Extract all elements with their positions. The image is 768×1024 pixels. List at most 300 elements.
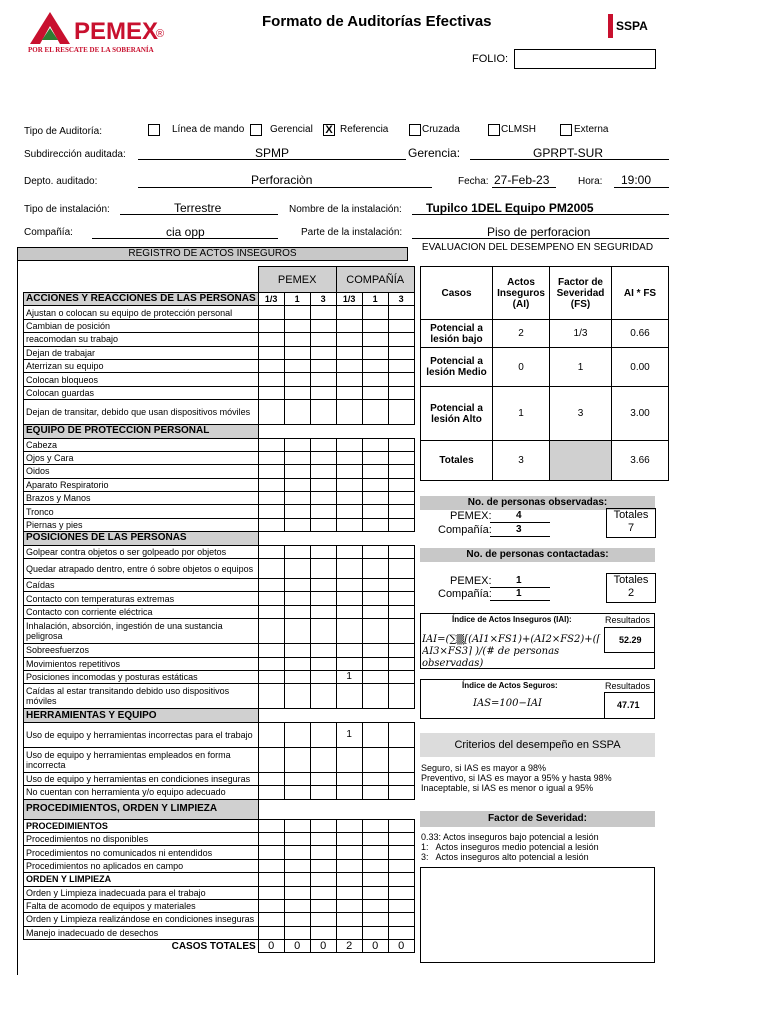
count-cell-pemex-3[interactable] [310,306,336,319]
totales-fs-empty [550,441,612,481]
count-cell-pemex-1-3[interactable] [258,465,284,478]
col-head-compania-1-3: 1/3 [336,293,362,306]
section-cell [336,799,362,819]
count-cell-compania-1-3[interactable] [336,306,362,319]
count-cell-pemex-1-3[interactable] [258,772,284,785]
count-cell-compania-1-3[interactable] [336,333,362,346]
iai-value: 52.29 [619,635,642,645]
count-cell-pemex-1-3[interactable] [258,657,284,670]
caso-medio: Potencial a lesión Medio [421,348,493,387]
section-cell [310,425,336,438]
count-cell-compania-3[interactable] [388,605,414,618]
page-title: Formato de Auditorías Efectivas [262,13,492,30]
count-cell-compania-1[interactable] [362,846,388,859]
count-cell-compania-1[interactable] [362,319,388,332]
count-cell-compania-1[interactable] [362,644,388,657]
count-cell-pemex-1-3[interactable] [258,605,284,618]
count-cell-compania-1-3[interactable] [336,592,362,605]
count-cell-pemex-1[interactable] [284,518,310,531]
count-cell-pemex-1[interactable] [284,559,310,579]
count-cell-compania-3[interactable] [388,684,414,709]
count-cell-compania-1-3[interactable] [336,772,362,785]
count-cell-pemex-1[interactable] [284,722,310,747]
count-cell-pemex-3[interactable] [310,579,336,592]
count-cell-compania-3[interactable] [388,465,414,478]
count-cell-pemex-3[interactable] [310,722,336,747]
count-cell-compania-1-3[interactable] [336,886,362,899]
count-cell-pemex-1-3[interactable] [258,684,284,709]
count-cell-compania-1-3[interactable] [336,545,362,558]
count-cell-pemex-1[interactable] [284,492,310,505]
totales-label: Totales [421,441,493,481]
count-cell-compania-1-3[interactable] [336,559,362,579]
count-cell-pemex-3[interactable] [310,846,336,859]
table-row [24,859,415,872]
count-cell-pemex-3[interactable] [310,359,336,372]
checkbox-externa[interactable] [560,124,572,136]
count-cell-compania-3[interactable] [388,359,414,372]
option-gerencial: Gerencial [270,124,313,135]
count-cell-compania-1[interactable] [362,559,388,579]
count-cell-pemex-1[interactable] [284,386,310,399]
tipo-instalacion-label: Tipo de instalación: [24,204,110,215]
count-cell-pemex-1-3[interactable] [258,786,284,799]
count-cell-pemex-1-3[interactable] [258,319,284,332]
count-cell-compania-1-3[interactable] [336,926,362,939]
count-cell-pemex-1-3[interactable] [258,899,284,912]
count-cell-pemex-3[interactable] [310,545,336,558]
count-cell-pemex-1[interactable] [284,373,310,386]
count-cell-compania-1[interactable] [362,386,388,399]
count-cell-pemex-3[interactable] [310,438,336,451]
section-cell [284,799,310,819]
count-cell-compania-1[interactable] [362,545,388,558]
count-cell-compania-1[interactable] [362,913,388,926]
count-cell-compania-1-3[interactable]: 1 [336,670,362,683]
count-cell-pemex-3[interactable] [310,346,336,359]
count-cell-pemex-1-3[interactable] [258,518,284,531]
count-cell-pemex-3[interactable] [310,670,336,683]
count-cell-compania-3[interactable] [388,306,414,319]
observadas-compania-value[interactable]: 3 [516,524,522,535]
count-cell-compania-1[interactable] [362,899,388,912]
count-cell-compania-1[interactable] [362,819,388,832]
count-cell-pemex-3[interactable] [310,333,336,346]
aifs-bajo: 0.66 [612,320,669,348]
count-cell-pemex-1[interactable] [284,899,310,912]
count-cell-compania-1[interactable] [362,786,388,799]
count-cell-compania-3[interactable] [388,722,414,747]
count-cell-pemex-1[interactable] [284,644,310,657]
table-row [24,899,415,912]
count-cell-pemex-1-3[interactable] [258,400,284,425]
count-cell-pemex-1[interactable] [284,505,310,518]
count-cell-pemex-1[interactable] [284,684,310,709]
row-label: Contacto con temperaturas extremas [24,592,259,605]
count-cell-compania-1[interactable] [362,605,388,618]
count-cell-pemex-1[interactable] [284,400,310,425]
count-cell-pemex-3[interactable] [310,400,336,425]
count-cell-compania-1-3[interactable] [336,359,362,372]
count-cell-pemex-3[interactable] [310,386,336,399]
row-label: PROCEDIMIENTOS [24,819,259,832]
count-cell-compania-1[interactable] [362,346,388,359]
row-label: Cambian de posición [24,319,259,332]
count-cell-compania-1-3[interactable] [336,438,362,451]
count-cell-pemex-1-3[interactable] [258,346,284,359]
count-cell-compania-1-3[interactable] [336,657,362,670]
count-cell-pemex-1[interactable] [284,605,310,618]
subdireccion-label: Subdirección auditada: [24,149,126,160]
row-label: Brazos y Manos [24,492,259,505]
count-cell-compania-3[interactable] [388,772,414,785]
nombre-instalacion-label: Nombre de la instalación: [289,204,402,215]
count-cell-compania-1-3[interactable] [336,451,362,464]
section-cell [362,425,388,438]
table-row [24,709,415,722]
count-cell-pemex-1-3[interactable] [258,579,284,592]
count-cell-compania-1-3[interactable] [336,832,362,845]
observadas-pemex-value[interactable]: 4 [516,510,522,521]
row-label: ACCIONES Y REACCIONES DE LAS PERSONAS [24,293,259,306]
count-cell-compania-3[interactable] [388,786,414,799]
compania-value[interactable]: cia opp [166,225,205,239]
contactadas-pemex-value[interactable]: 1 [516,575,522,586]
count-cell-compania-1[interactable] [362,306,388,319]
count-cell-compania-1[interactable] [362,592,388,605]
count-cell-pemex-1[interactable] [284,832,310,845]
count-cell-pemex-1[interactable] [284,859,310,872]
count-cell-compania-3[interactable] [388,913,414,926]
count-cell-pemex-3[interactable] [310,319,336,332]
count-cell-compania-3[interactable] [388,518,414,531]
count-cell-pemex-3[interactable] [310,373,336,386]
hora-value[interactable]: 19:00 [621,173,652,187]
count-cell-pemex-1[interactable] [284,772,310,785]
count-cell-compania-3[interactable] [388,492,414,505]
count-cell-compania-1[interactable] [362,492,388,505]
row-label: Falta de acomodo de equipos y materiales [24,899,259,912]
count-cell-compania-1-3[interactable] [336,786,362,799]
count-cell-compania-1[interactable] [362,518,388,531]
count-cell-compania-1[interactable] [362,619,388,644]
count-cell-compania-3[interactable] [388,478,414,491]
table-row [24,670,415,683]
count-cell-compania-3[interactable] [388,346,414,359]
table-row [24,747,415,772]
count-cell-compania-3[interactable] [388,873,414,886]
count-cell-compania-3[interactable] [388,886,414,899]
count-cell-compania-1[interactable] [362,478,388,491]
count-cell-pemex-3[interactable] [310,657,336,670]
registro-title: REGISTRO DE ACTOS INSEGUROS [17,247,408,261]
count-cell-pemex-1[interactable] [284,786,310,799]
count-cell-pemex-3[interactable] [310,786,336,799]
count-cell-compania-1-3[interactable] [336,579,362,592]
subdireccion-value[interactable]: SPMP [255,146,290,160]
count-cell-pemex-1-3[interactable] [258,333,284,346]
count-cell-pemex-1-3[interactable] [258,592,284,605]
count-cell-pemex-3[interactable] [310,619,336,644]
option-referencia: Referencia [340,124,389,135]
count-cell-pemex-1-3[interactable] [258,559,284,579]
option-cruzada: Cruzada [422,124,460,135]
section-cell [258,532,284,545]
totals-label: CASOS TOTALES [171,940,256,952]
count-cell-compania-1[interactable] [362,684,388,709]
table-row [24,579,415,592]
count-cell-compania-3[interactable] [388,579,414,592]
count-cell-pemex-1-3[interactable] [258,386,284,399]
count-cell-pemex-1-3[interactable] [258,505,284,518]
count-cell-compania-3[interactable] [388,899,414,912]
count-cell-compania-1-3[interactable] [336,505,362,518]
parte-instalacion-value[interactable]: Piso de perforacion [487,225,591,239]
row-label: Procedimientos no disponibles [24,832,259,845]
count-cell-pemex-1-3[interactable] [258,819,284,832]
contactadas-totales-box [606,573,656,603]
row-label: PROCEDIMIENTOS, ORDEN Y LIMPIEZA [24,799,259,819]
count-cell-compania-1-3[interactable] [336,619,362,644]
row-label: Dejan de trabajar [24,346,259,359]
count-cell-pemex-1-3[interactable] [258,644,284,657]
count-cell-pemex-1-3[interactable] [258,747,284,772]
count-cell-pemex-3[interactable] [310,886,336,899]
count-cell-compania-1-3[interactable] [336,644,362,657]
count-cell-compania-1-3[interactable] [336,400,362,425]
count-cell-pemex-1[interactable] [284,465,310,478]
count-cell-compania-1-3[interactable] [336,492,362,505]
count-cell-pemex-1[interactable] [284,913,310,926]
count-cell-pemex-1-3[interactable] [258,438,284,451]
count-cell-pemex-1-3[interactable] [258,545,284,558]
count-cell-compania-1[interactable] [362,579,388,592]
count-cell-compania-1-3[interactable] [336,465,362,478]
count-cell-pemex-1-3[interactable] [258,846,284,859]
col-head-pemex-1: 1 [284,293,310,306]
count-cell-pemex-1-3[interactable] [258,492,284,505]
observadas-compania-label: Compañía: [438,524,492,536]
folio-input[interactable] [514,49,656,69]
count-cell-compania-1[interactable] [362,859,388,872]
count-cell-compania-1[interactable] [362,747,388,772]
count-cell-compania-3[interactable] [388,400,414,425]
count-cell-pemex-3[interactable] [310,592,336,605]
count-cell-pemex-1-3[interactable] [258,373,284,386]
count-cell-pemex-3[interactable] [310,505,336,518]
count-cell-pemex-1[interactable] [284,873,310,886]
count-cell-compania-1-3[interactable] [336,873,362,886]
count-cell-pemex-3[interactable] [310,644,336,657]
count-cell-pemex-1-3[interactable] [258,306,284,319]
count-cell-pemex-1-3[interactable] [258,451,284,464]
count-cell-compania-1[interactable] [362,505,388,518]
count-cell-compania-3[interactable] [388,619,414,644]
count-cell-compania-1-3[interactable]: 1 [336,722,362,747]
count-cell-compania-1[interactable] [362,333,388,346]
count-cell-compania-3[interactable] [388,559,414,579]
count-cell-compania-3[interactable] [388,545,414,558]
count-cell-compania-1[interactable] [362,400,388,425]
count-cell-pemex-1-3[interactable] [258,913,284,926]
count-cell-pemex-3[interactable] [310,926,336,939]
count-cell-compania-3[interactable] [388,592,414,605]
count-cell-compania-1[interactable] [362,722,388,747]
count-cell-pemex-1-3[interactable] [258,859,284,872]
count-cell-pemex-3[interactable] [310,684,336,709]
count-cell-compania-1[interactable] [362,670,388,683]
count-cell-pemex-3[interactable] [310,465,336,478]
table-row [24,373,415,386]
count-cell-pemex-1[interactable] [284,359,310,372]
count-cell-compania-1-3[interactable] [336,859,362,872]
count-cell-pemex-1[interactable] [284,545,310,558]
table-row [24,532,415,545]
contactadas-pemex-label: PEMEX: [450,575,492,587]
count-cell-compania-1-3[interactable] [336,846,362,859]
count-cell-compania-1[interactable] [362,832,388,845]
count-cell-pemex-1[interactable] [284,747,310,772]
nombre-instalacion-value[interactable]: Tupilco 1DEL Equipo PM2005 [426,201,594,215]
count-cell-pemex-1[interactable] [284,438,310,451]
count-cell-pemex-3[interactable] [310,772,336,785]
count-cell-pemex-3[interactable] [310,747,336,772]
count-cell-compania-3[interactable] [388,846,414,859]
count-cell-compania-1-3[interactable] [336,518,362,531]
count-cell-compania-1-3[interactable] [336,684,362,709]
count-cell-compania-1[interactable] [362,359,388,372]
count-cell-compania-1[interactable] [362,438,388,451]
count-cell-compania-3[interactable] [388,438,414,451]
count-cell-pemex-1[interactable] [284,657,310,670]
count-cell-compania-3[interactable] [388,373,414,386]
count-cell-compania-1[interactable] [362,373,388,386]
count-cell-compania-3[interactable] [388,747,414,772]
checkbox-gerencial[interactable] [250,124,262,136]
count-cell-pemex-1[interactable] [284,846,310,859]
count-cell-pemex-3[interactable] [310,832,336,845]
count-cell-compania-3[interactable] [388,926,414,939]
count-cell-pemex-3[interactable] [310,492,336,505]
count-cell-compania-3[interactable] [388,333,414,346]
checkbox-referencia[interactable]: X [323,124,335,136]
count-cell-compania-3[interactable] [388,644,414,657]
option-linea-de-mando: Línea de mando [172,124,245,135]
count-cell-pemex-1-3[interactable] [258,722,284,747]
count-cell-compania-1-3[interactable] [336,478,362,491]
count-cell-pemex-1[interactable] [284,451,310,464]
count-cell-pemex-1-3[interactable] [258,670,284,683]
count-cell-pemex-1-3[interactable] [258,619,284,644]
count-cell-pemex-1-3[interactable] [258,926,284,939]
count-cell-pemex-1-3[interactable] [258,873,284,886]
count-cell-compania-3[interactable] [388,319,414,332]
tipo-instalacion-value[interactable]: Terrestre [174,201,222,215]
count-cell-pemex-3[interactable] [310,873,336,886]
count-cell-pemex-3[interactable] [310,605,336,618]
section-cell [258,709,284,722]
contactadas-compania-value[interactable]: 1 [516,588,522,599]
count-cell-compania-1-3[interactable] [336,319,362,332]
count-cell-pemex-1[interactable] [284,306,310,319]
count-cell-compania-1-3[interactable] [336,346,362,359]
count-cell-pemex-1[interactable] [284,819,310,832]
count-cell-compania-1[interactable] [362,772,388,785]
gerencia-value[interactable]: GPRPT-SUR [533,146,604,160]
count-cell-compania-3[interactable] [388,386,414,399]
count-cell-compania-1[interactable] [362,926,388,939]
count-cell-compania-3[interactable] [388,505,414,518]
count-cell-compania-1[interactable] [362,873,388,886]
count-cell-compania-1-3[interactable] [336,913,362,926]
count-cell-compania-1-3[interactable] [336,605,362,618]
count-cell-compania-3[interactable] [388,819,414,832]
count-cell-compania-3[interactable] [388,451,414,464]
checkbox-linea-de-mando[interactable] [148,124,160,136]
count-cell-pemex-1[interactable] [284,926,310,939]
count-cell-pemex-1-3[interactable] [258,359,284,372]
count-cell-compania-3[interactable] [388,657,414,670]
checkbox-cruzada[interactable] [409,124,421,136]
count-cell-pemex-3[interactable] [310,451,336,464]
count-cell-compania-1-3[interactable] [336,819,362,832]
count-cell-pemex-1[interactable] [284,619,310,644]
count-cell-pemex-3[interactable] [310,913,336,926]
count-cell-pemex-1-3[interactable] [258,478,284,491]
count-cell-pemex-3[interactable] [310,478,336,491]
checkbox-clmsh[interactable] [488,124,500,136]
table-row [24,559,415,579]
count-cell-compania-1[interactable] [362,451,388,464]
row-label: Tronco [24,505,259,518]
count-cell-pemex-1[interactable] [284,319,310,332]
count-cell-compania-1[interactable] [362,886,388,899]
count-cell-compania-1-3[interactable] [336,373,362,386]
count-cell-pemex-3[interactable] [310,899,336,912]
count-cell-compania-1[interactable] [362,465,388,478]
count-cell-compania-3[interactable] [388,670,414,683]
depto-value[interactable]: Perforaciòn [251,173,313,187]
table-row [24,619,415,644]
fecha-value[interactable]: 27-Feb-23 [494,173,550,187]
section-cell [362,532,388,545]
col-head-pemex-3: 3 [310,293,336,306]
count-cell-pemex-1[interactable] [284,670,310,683]
parte-instalacion-label: Parte de la instalación: [301,227,403,238]
count-cell-pemex-1-3[interactable] [258,832,284,845]
count-cell-compania-1-3[interactable] [336,386,362,399]
head-ai: Actos Inseguros (AI) [493,267,550,320]
row-label: Colocan bloqueos [24,373,259,386]
severidad-notes-box[interactable] [420,867,655,963]
count-cell-pemex-1[interactable] [284,346,310,359]
count-cell-pemex-3[interactable] [310,859,336,872]
count-cell-pemex-3[interactable] [310,518,336,531]
count-cell-pemex-1[interactable] [284,333,310,346]
count-cell-pemex-1-3[interactable] [258,886,284,899]
count-cell-pemex-1[interactable] [284,579,310,592]
count-cell-pemex-1[interactable] [284,592,310,605]
count-cell-pemex-3[interactable] [310,559,336,579]
count-cell-compania-3[interactable] [388,832,414,845]
count-cell-pemex-1[interactable] [284,886,310,899]
count-cell-compania-1-3[interactable] [336,899,362,912]
count-cell-pemex-1[interactable] [284,478,310,491]
count-cell-pemex-3[interactable] [310,819,336,832]
count-cell-compania-1-3[interactable] [336,747,362,772]
count-cell-compania-3[interactable] [388,859,414,872]
count-cell-compania-1[interactable] [362,657,388,670]
